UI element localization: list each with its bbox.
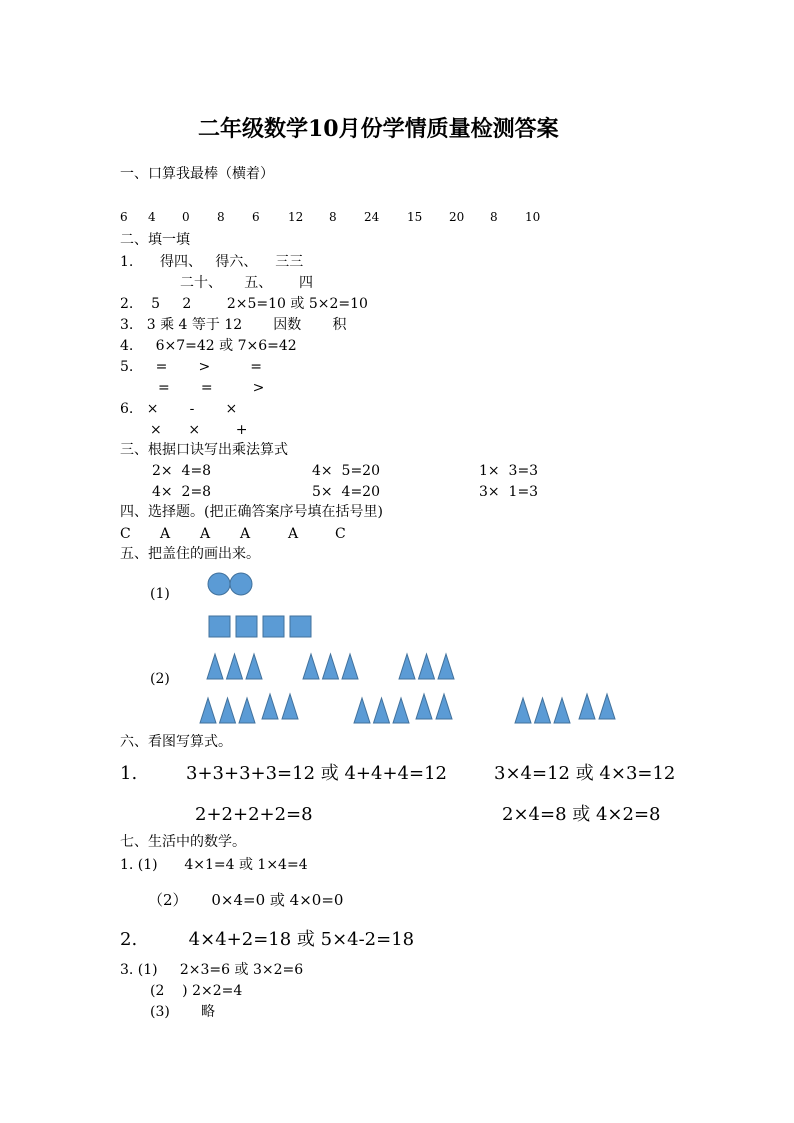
s2-q1-line-a: 1. 得四、 得六、 三三 [120, 254, 304, 270]
triangle-shape [227, 654, 243, 679]
answer-cell: 4 [148, 210, 156, 224]
s7-q1-part1: 1. (1) 4×1=4 或 1×4=4 [120, 857, 308, 873]
triangle-shape [554, 698, 570, 723]
s5-part-1-label: (1) [150, 586, 170, 602]
triangle-shape [436, 694, 452, 719]
triangle-shape [599, 694, 615, 719]
square-shape [236, 616, 257, 637]
s7-q1-part2: （2） 0×4=0 或 4×0=0 [148, 891, 344, 909]
s2-q5-line-a: 5. = > = [120, 359, 263, 375]
answer-cell: 10 [525, 210, 541, 224]
s4-answer: A [240, 526, 251, 542]
s3-row2-col2: 5× 4=20 [312, 484, 380, 500]
s2-q6-line-b: × × + [150, 422, 248, 438]
square-shape [263, 616, 284, 637]
section-2-heading: 二、填一填 [120, 232, 190, 248]
triangle-shape [220, 698, 236, 723]
triangle-shape [323, 654, 339, 679]
triangle-shape [579, 694, 595, 719]
s6-item-number: 1. [120, 763, 138, 784]
answer-cell: 12 [288, 210, 304, 224]
s3-row2-col3: 3× 1=3 [479, 484, 539, 500]
triangle-shape [515, 698, 531, 723]
section-5-heading: 五、把盖住的画出来。 [120, 546, 260, 562]
s4-answer: A [160, 526, 171, 542]
triangle-shape [282, 694, 298, 719]
triangle-shape [239, 698, 255, 723]
page-title: 二年级数学10月份学情质量检测答案 [198, 116, 559, 142]
s2-q6-line-a: 6. × - × [120, 401, 238, 417]
s7-q3-part2: (2 ) 2×2=4 [150, 983, 243, 999]
triangle-shape [354, 698, 370, 723]
answer-cell: 15 [407, 210, 423, 224]
s6-addition-answer-1: 3+3+3+3=12 或 4+4+4=12 [186, 763, 447, 784]
triangle-shape [303, 654, 319, 679]
s3-row1-col2: 4× 5=20 [312, 463, 380, 479]
answer-cell: 8 [329, 210, 337, 224]
section-7-heading: 七、生活中的数学。 [120, 834, 246, 850]
s7-q3-part1: 3. (1) 2×3=6 或 3×2=6 [120, 962, 304, 978]
answer-cell: 24 [364, 210, 380, 224]
section-6-heading: 六、看图写算式。 [120, 734, 232, 750]
s2-q2: 2. 5 2 2×5=10 或 5×2=10 [120, 296, 368, 312]
triangle-shape [200, 698, 216, 723]
s4-answer: A [288, 526, 299, 542]
answer-cell: 8 [490, 210, 498, 224]
s4-answer: C [120, 526, 131, 542]
section-3-heading: 三、根据口诀写出乘法算式 [120, 442, 288, 458]
s2-q4: 4. 6×7=42 或 7×6=42 [120, 338, 297, 354]
triangle-shape [374, 698, 390, 723]
triangle-shape [262, 694, 278, 719]
s3-row1-col3: 1× 3=3 [479, 463, 539, 479]
triangle-shape [399, 654, 415, 679]
s6-multiplication-answer-1: 3×4=12 或 4×3=12 [494, 763, 676, 784]
section-4-heading: 四、选择题。(把正确答案序号填在括号里) [120, 504, 383, 520]
answer-cell: 20 [449, 210, 465, 224]
square-shape [209, 616, 230, 637]
triangle-shape [535, 698, 551, 723]
section-1-heading: 一、口算我最棒（横着） [120, 166, 274, 182]
answer-cell: 8 [217, 210, 225, 224]
triangle-shape [207, 654, 223, 679]
triangle-shape [419, 654, 435, 679]
s4-answer: A [200, 526, 211, 542]
answer-cell: 6 [120, 210, 128, 224]
s6-multiplication-answer-2: 2×4=8 或 4×2=8 [502, 804, 661, 825]
triangle-shape [342, 654, 358, 679]
s2-q3: 3. 3 乘 4 等于 12 因数 积 [120, 317, 347, 333]
s2-q1-line-b: 二十、 五、 四 [180, 275, 313, 291]
triangle-shape [393, 698, 409, 723]
triangle-shape [438, 654, 454, 679]
triangle-shape [246, 654, 262, 679]
answer-cell: 0 [182, 210, 190, 224]
triangle-shape [416, 694, 432, 719]
s5-part-2-label: (2) [150, 671, 170, 687]
s2-q5-line-b: = = > [158, 380, 265, 396]
s3-row1-col1: 2× 4=8 [152, 463, 212, 479]
square-shape [290, 616, 311, 637]
s4-answer: C [335, 526, 346, 542]
circle-shape [230, 573, 252, 595]
answer-cell: 6 [252, 210, 260, 224]
s3-row2-col1: 4× 2=8 [152, 484, 212, 500]
circle-shape [208, 573, 230, 595]
s6-addition-answer-2: 2+2+2+2=8 [195, 804, 313, 825]
s7-q2: 2. 4×4+2=18 或 5×4-2=18 [120, 929, 415, 950]
s7-q3-part3: (3) 略 [150, 1004, 215, 1020]
